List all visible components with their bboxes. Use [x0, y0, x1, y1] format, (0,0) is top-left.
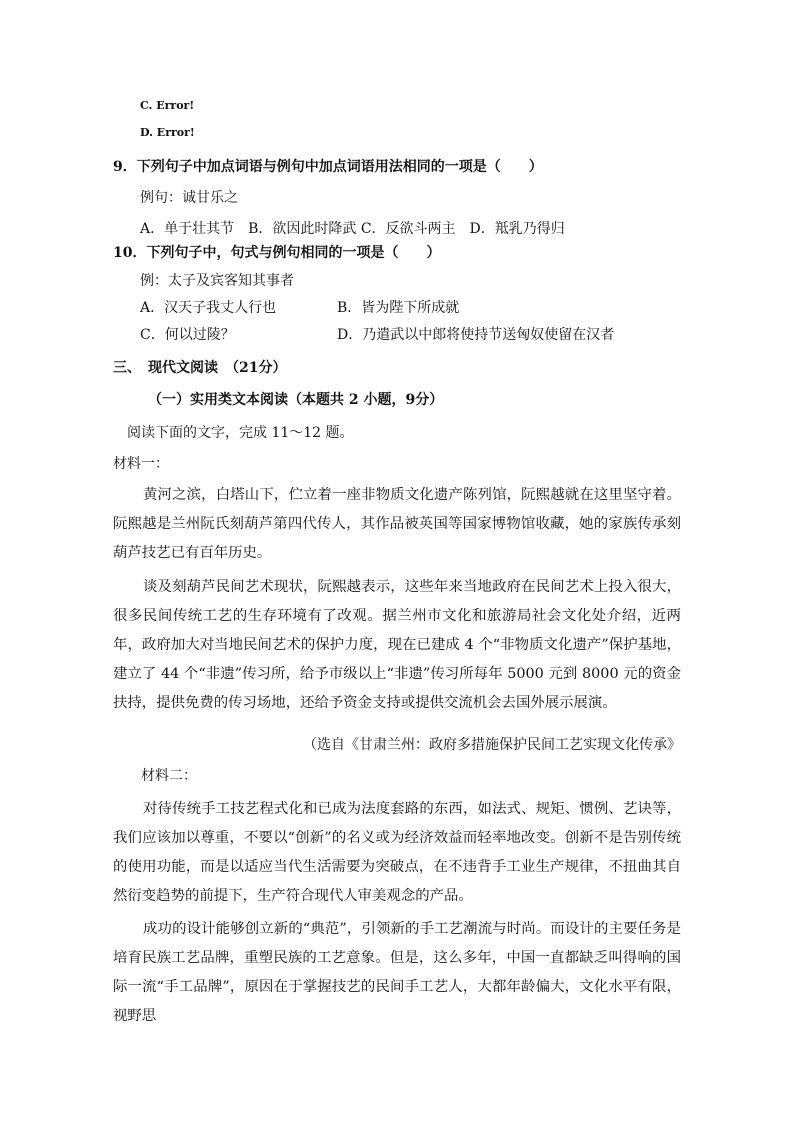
question-10-stem: 10．下列句子中，句式与例句相同的一项是（ ） — [113, 245, 441, 261]
option-c: C. Error! — [140, 99, 195, 112]
question-10-example: 例：太子及宾客知其事者 — [140, 273, 294, 289]
material-1-source: （选自《甘肃兰州：政府多措施保护民间工艺实现文化传承》 — [303, 737, 681, 753]
question-10-option-c: C．何以过陵？ — [140, 327, 235, 343]
question-10-option-b: B．皆为陛下所成就 — [337, 300, 460, 316]
option-d: D. Error! — [140, 126, 195, 139]
question-9-example: 例句：诚甘乐之 — [140, 190, 238, 206]
section-3-subtitle: （一）实用类文本阅读（本题共 2 小题，9分） — [148, 392, 444, 408]
reading-instruction: 阅读下面的文字，完成 11～12 题。 — [127, 425, 354, 441]
material-2-label: 材料二： — [141, 768, 197, 784]
material-1-label: 材料一： — [113, 456, 169, 472]
section-3-title: 三、 现代文阅读 （21分） — [113, 360, 287, 376]
material-2-paragraph-1: 对待传统手工技艺程式化和已成为法度套路的东西，如法式、规矩、惯例、艺诀等，我们应该加以尊重，不要以“创新”的名义或为经济效益而轻率地改变。创新不是告别传统的使用功能，而是以适应当代生活需要为突破点，在不违背手工业生产规律，不扭曲其自然衍变趋势的前提下，生产符合现代人审美观念的产品。 — [113, 801, 681, 904]
question-10-option-d: D．乃遣武以中郎将使持节送匈奴使留在汉者 — [337, 327, 615, 343]
question-9-options: A．单于壮其节 B．欲因此时降武 C．反欲斗两主 D．羝乳乃得归 — [140, 221, 565, 237]
question-9-stem: 9．下列句子中加点词语与例句中加点词语用法相同的一项是（ ） — [113, 159, 543, 175]
material-2-paragraph-2: 成功的设计能够创立新的“典范”，引领新的手工艺潮流与时尚。而设计的主要任务是培育民族工艺品牌，重塑民族的工艺意象。但是，这么多年，中国一直都缺乏叫得响的国际一流“手工品牌”，原因在于掌握技艺的民间手工艺人，大都年龄偏大，文化水平有限，视野思 — [113, 921, 681, 1024]
question-10-option-a: A．汉天子我丈人行也 — [140, 300, 277, 316]
material-1-paragraph-1: 黄河之滨，白塔山下，伫立着一座非物质文化遗产陈列馆，阮熙越就在这里坚守着。阮熙越是兰州阮氏刻葫芦第四代传人，其作品被英国等国家博物馆收藏，她的家族传承刻葫芦技艺已有百年历史。 — [113, 487, 681, 561]
material-1-paragraph-2: 谈及刻葫芦民间艺术现状，阮熙越表示，这些年来当地政府在民间艺术上投入很大，很多民间传统工艺的生存环境有了改观。据兰州市文化和旅游局社会文化处介绍，近两年，政府加大对当地民间艺术的保护力度，现在已建成 4 个“非物质文化遗产”保护基地，建立了 44 个“非遗”传习所，给予市级以上“非遗”传习所每年 5000 元到 8000 元的资金扶持，提供免费的传习场地，还给予资金支持或提供交流机会去国外展示展演。 — [113, 579, 681, 711]
